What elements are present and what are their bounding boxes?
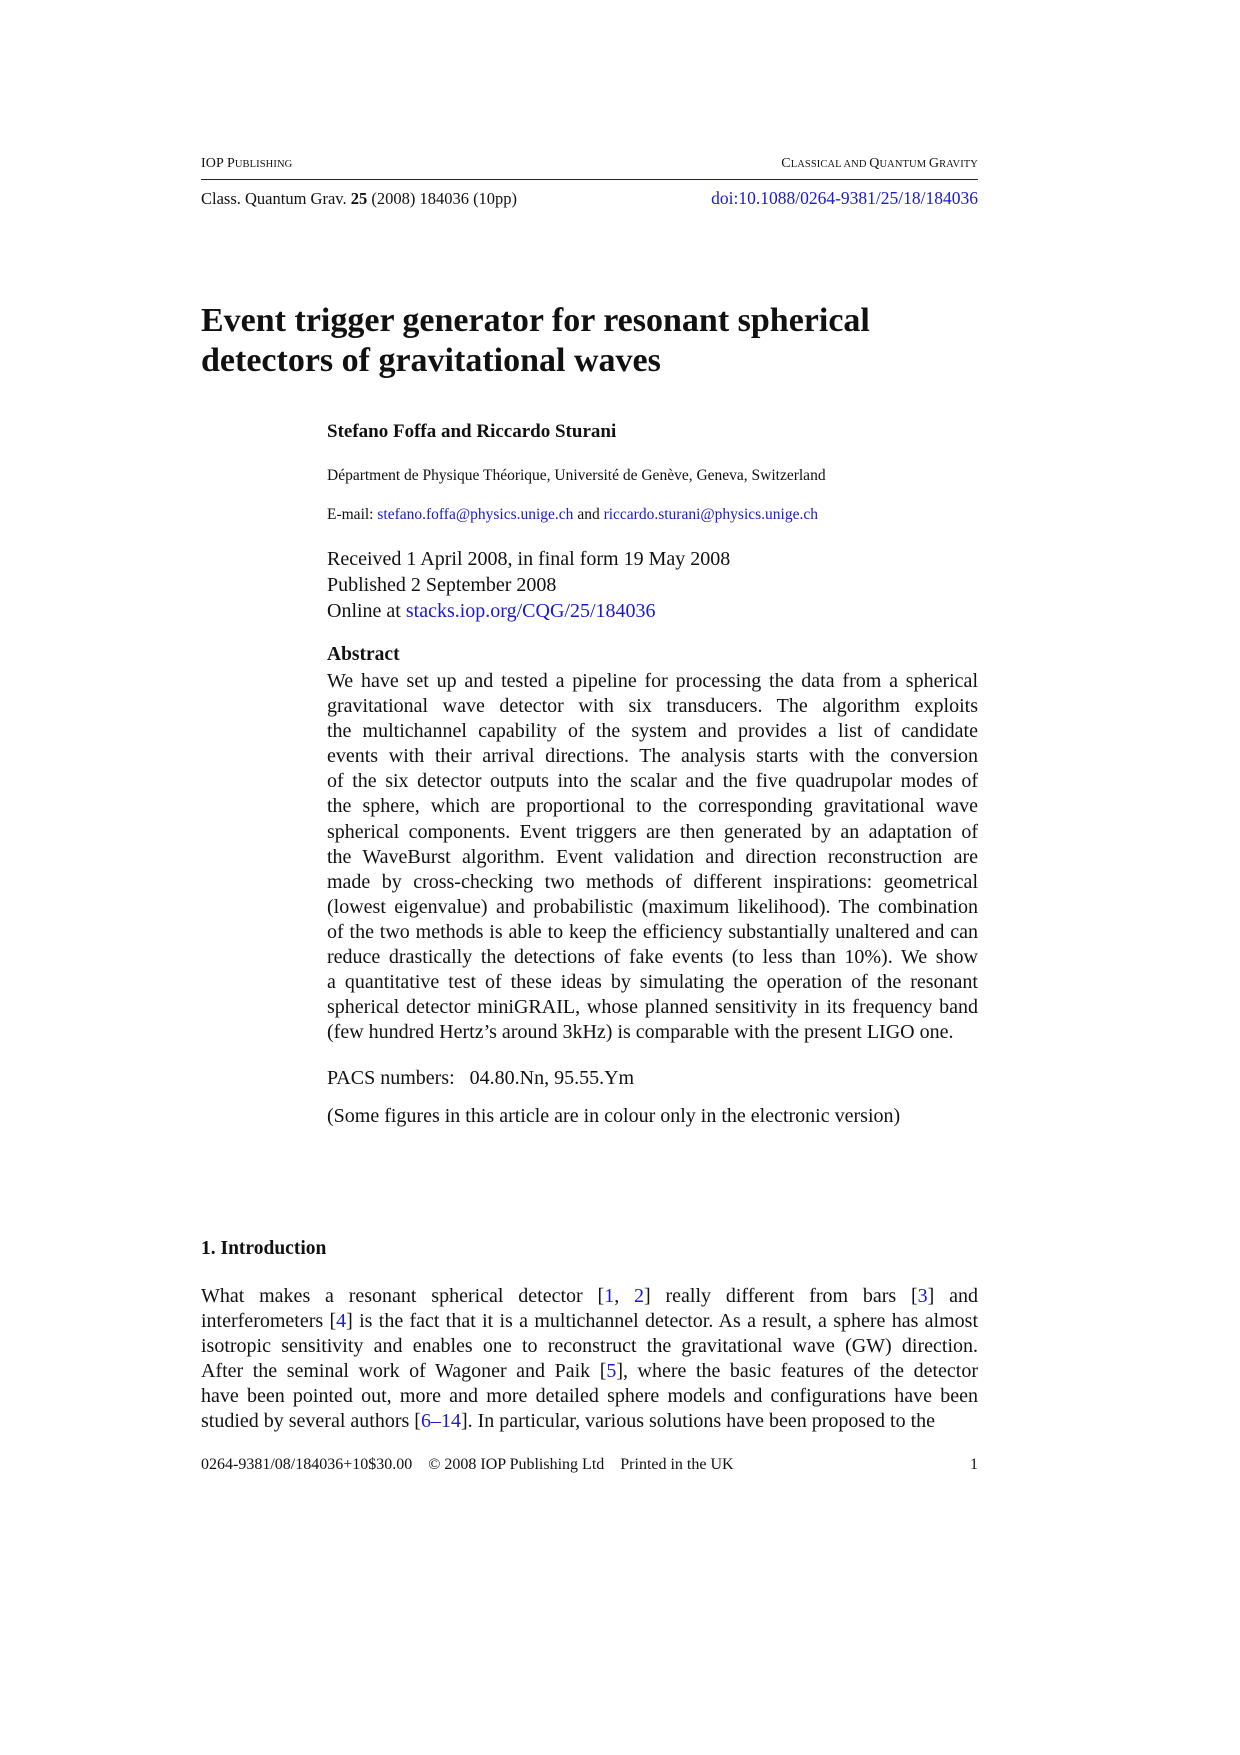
introduction-line — [201, 1409, 978, 1434]
reference-link[interactable]: 6–14 — [420, 1410, 461, 1433]
online-label: Online at — [327, 600, 406, 622]
citation-prefix: Class. Quantum Grav. — [201, 189, 351, 208]
text-segment: ]. In particular, various solutions have been proposed to the — [460, 1410, 936, 1433]
received-date: Received 1 April 2008, in final form 19 May 2008 — [327, 548, 731, 570]
abstract-line: the sphere, which are proportional to the corresponding gravitational wave — [327, 795, 978, 818]
footer-copyright: 0264-9381/08/184036+10$30.00 © 2008 IOP Publishing Ltd Printed in the UK — [201, 1456, 734, 1473]
journal-name — [781, 156, 978, 172]
introduction-line — [201, 1309, 978, 1334]
citation-suffix: (2008) 184036 (10pp) — [367, 189, 518, 208]
email-joiner: and — [573, 506, 604, 523]
abstract-body — [327, 669, 978, 1045]
text-segment: , — [614, 1285, 635, 1307]
text-segment: studied by several authors [ — [201, 1410, 421, 1433]
abstract-line: events with their arrival directions. The analysis starts with the conversion — [327, 745, 978, 768]
publisher-label — [201, 156, 292, 172]
reference-link[interactable]: 5 — [606, 1360, 617, 1383]
citation-volume: 25 — [350, 189, 368, 208]
abstract-line: of the two methods is able to keep the efficiency substantially unaltered and can — [327, 920, 978, 943]
abstract-line: the multichannel capability of the system and provides a list of candidate — [327, 720, 978, 743]
doi-link[interactable]: doi:10.1088/0264-9381/25/18/184036 — [711, 188, 978, 208]
abstract-heading: Abstract — [327, 644, 400, 665]
affiliation: Départment de Physique Théorique, Université de Genève, Geneva, Switzerland — [327, 467, 826, 484]
abstract-line: a quantitative test of these ideas by simulating the operation of the resonant — [327, 971, 978, 994]
journal-name-part: G — [928, 156, 940, 171]
text-segment: isotropic sensitivity and enables one to reconstruct the gravitational wave (GW) direction. — [201, 1335, 978, 1358]
page-number: 1 — [970, 1456, 978, 1473]
pacs-numbers: PACS numbers: 04.80.Nn, 95.55.Ym — [327, 1067, 635, 1089]
abstract-line: spherical components. Event triggers are then generated by an adaptation of — [327, 820, 978, 843]
journal-name-part: RAVITY — [939, 159, 978, 170]
abstract-line: of the six detector outputs into the scalar and the five quadrupolar modes of — [327, 770, 978, 793]
introduction-body — [201, 1284, 978, 1435]
colour-note: (Some figures in this article are in colour only in the electronic version) — [327, 1105, 901, 1127]
publisher-initial: IOP P — [201, 156, 235, 171]
citation-line — [201, 189, 517, 209]
text-segment: interferometers [ — [201, 1310, 337, 1333]
title-line: Event trigger generator for resonant spherical — [201, 302, 870, 339]
published-date: Published 2 September 2008 — [327, 574, 557, 596]
abstract-line: spherical detector miniGRAIL, whose planned sensitivity in its frequency band — [327, 996, 978, 1019]
reference-link[interactable]: 3 — [917, 1285, 928, 1307]
journal-name-part: LASSICAL AND — [790, 159, 870, 170]
email-line — [327, 506, 818, 524]
abstract-line: We have set up and tested a pipeline for processing the data from a spherical — [327, 670, 978, 692]
introduction-line — [201, 1359, 978, 1384]
abstract-line: the WaveBurst algorithm. Event validation and direction reconstruction are — [327, 845, 978, 868]
abstract-line: gravitational wave detector with six transducers. The algorithm exploits — [327, 695, 978, 718]
section-heading-introduction: 1. Introduction — [201, 1238, 327, 1259]
email-link-foffa[interactable]: stefano.foffa@physics.unige.ch — [377, 506, 574, 523]
introduction-line — [201, 1284, 978, 1309]
text-segment: ], where the basic features of the detector — [616, 1360, 978, 1383]
journal-name-part: UANTUM — [879, 159, 929, 170]
reference-link[interactable]: 1 — [604, 1285, 615, 1307]
article-title — [201, 301, 921, 381]
abstract-line: (lowest eigenvalue) and probabilistic (maximum likelihood). The combination — [327, 895, 978, 918]
email-label: E-mail: — [327, 506, 378, 523]
text-segment: have been pointed out, more and more detailed sphere models and configurations have been — [201, 1385, 978, 1408]
text-segment: ] and — [927, 1285, 979, 1307]
header-rule — [201, 179, 978, 180]
journal-name-part: Q — [869, 156, 880, 171]
reference-link[interactable]: 4 — [336, 1310, 347, 1333]
authors: Stefano Foffa and Riccardo Sturani — [327, 421, 617, 442]
reference-link[interactable]: 2 — [634, 1285, 645, 1307]
email-link-sturani[interactable]: riccardo.sturani@physics.unige.ch — [603, 506, 818, 523]
text-segment: What makes a resonant spherical detector [ — [201, 1285, 605, 1307]
introduction-line — [201, 1384, 978, 1409]
abstract-line: (few hundred Hertz’s around 3kHz) is comparable with the present LIGO one. — [327, 1021, 954, 1044]
abstract-line: made by cross-checking two methods of different inspirations: geometrical — [327, 870, 978, 893]
text-segment: After the seminal work of Wagoner and Paik [ — [201, 1360, 607, 1383]
publisher-rest: UBLISHING — [234, 159, 293, 170]
text-segment: ] really different from bars [ — [644, 1285, 918, 1307]
introduction-line — [201, 1334, 978, 1359]
online-line — [327, 600, 656, 623]
title-line: detectors of gravitational waves — [201, 342, 661, 379]
online-link[interactable]: stacks.iop.org/CQG/25/184036 — [405, 600, 656, 622]
journal-name-part: C — [781, 156, 791, 171]
abstract-line: reduce drastically the detections of fake events (to less than 10%). We show — [327, 946, 978, 969]
text-segment: ] is the fact that it is a multichannel detector. As a result, a sphere has almost — [346, 1310, 979, 1333]
